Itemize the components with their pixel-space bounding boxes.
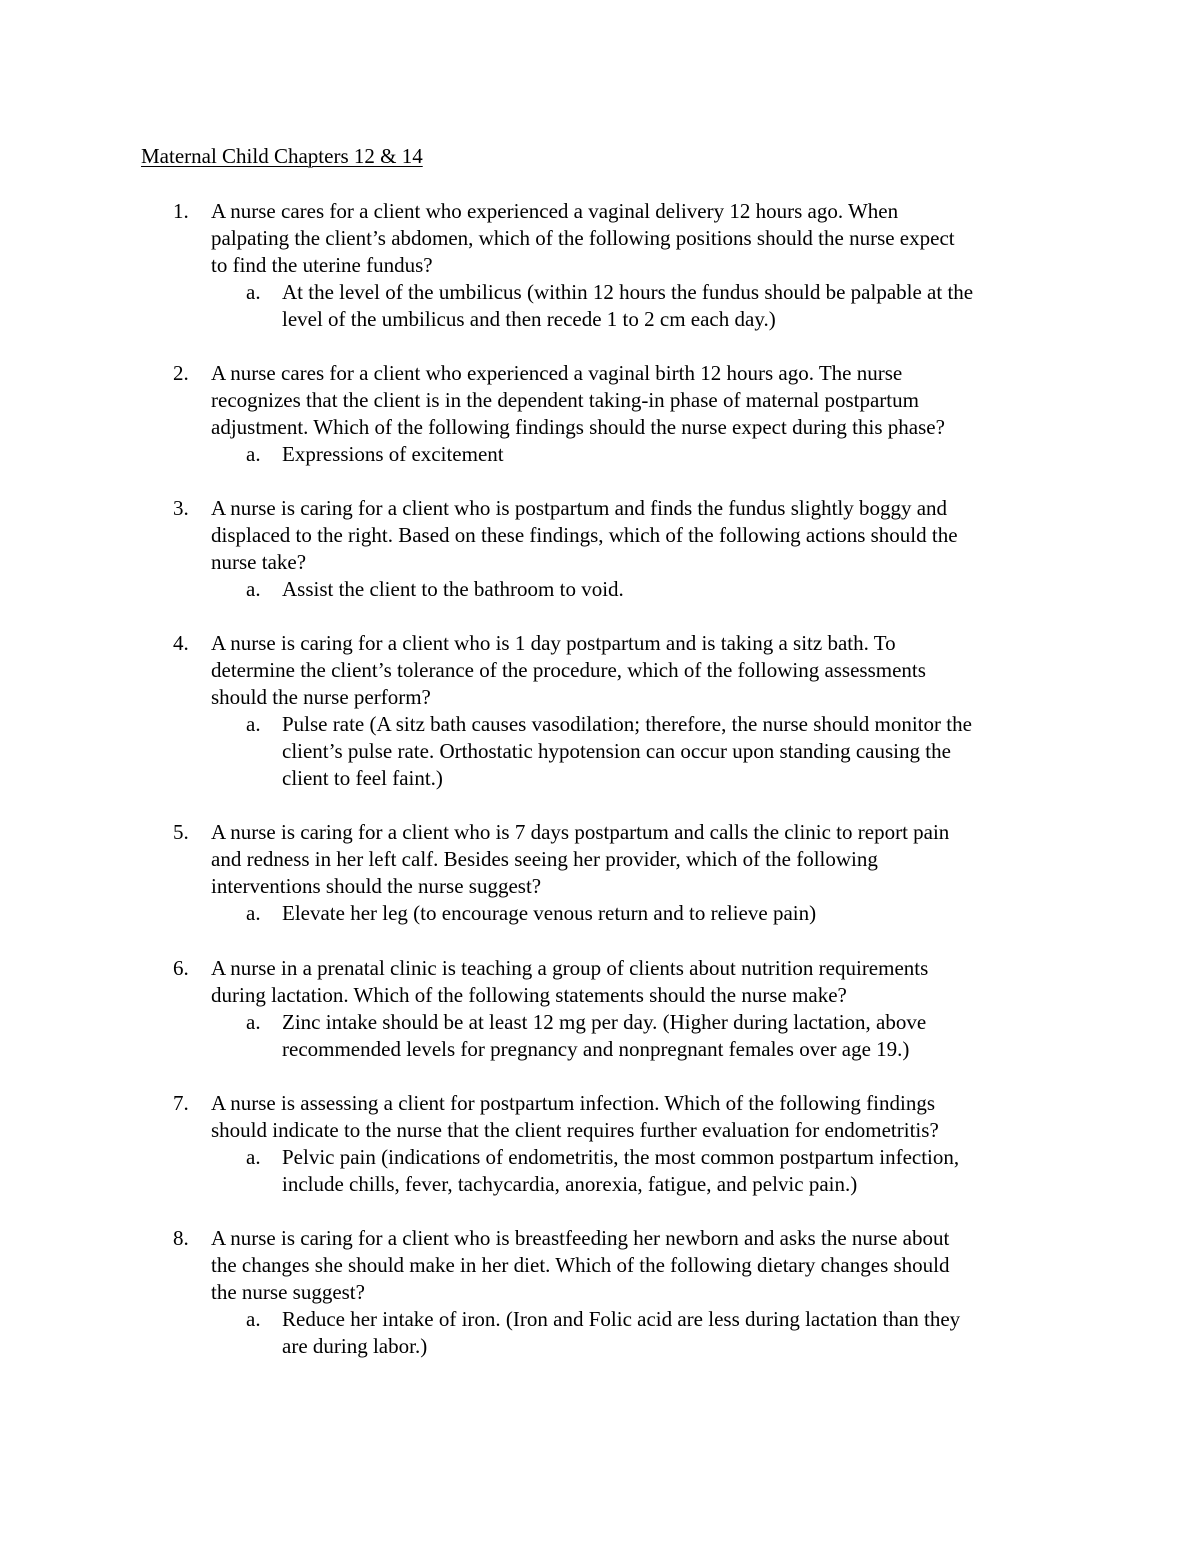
answer-letter: a. bbox=[246, 577, 261, 601]
question-line: A nurse is assessing a client for postpartum infection. Which of the following findings bbox=[211, 1091, 935, 1115]
answer-line: Pelvic pain (indications of endometritis, the most common postpartum infection, bbox=[282, 1145, 960, 1169]
answer-text bbox=[282, 279, 1072, 333]
answer-line: Assist the client to the bathroom to void. bbox=[282, 577, 624, 601]
answer-line: Zinc intake should be at least 12 mg per day. (Higher during lactation, above bbox=[282, 1010, 927, 1034]
question-line: during lactation. Which of the following statements should the nurse make? bbox=[211, 983, 847, 1007]
question-number: 1. bbox=[173, 199, 189, 223]
question-line: displaced to the right. Based on these findings, which of the following actions should the bbox=[211, 523, 958, 547]
question-text bbox=[211, 360, 1061, 441]
answer-text bbox=[282, 1306, 1072, 1360]
question-line: A nurse in a prenatal clinic is teaching a group of clients about nutrition requirements bbox=[211, 956, 929, 980]
answer-text bbox=[282, 1009, 1072, 1063]
question-text bbox=[211, 495, 1061, 576]
answer-line: Elevate her leg (to encourage venous return and to relieve pain) bbox=[282, 901, 817, 925]
answer-letter: a. bbox=[246, 442, 261, 466]
answer-text bbox=[282, 1144, 1072, 1198]
question-line: A nurse is caring for a client who is 7 days postpartum and calls the clinic to report pain bbox=[211, 820, 950, 844]
question-line: A nurse is caring for a client who is 1 day postpartum and is taking a sitz bath. To bbox=[211, 631, 896, 655]
question-line: the nurse suggest? bbox=[211, 1280, 365, 1304]
question-number: 4. bbox=[173, 631, 189, 655]
answer-letter: a. bbox=[246, 1145, 261, 1169]
answer-letter: a. bbox=[246, 1307, 261, 1331]
question-line: A nurse cares for a client who experienced a vaginal delivery 12 hours ago. When bbox=[211, 199, 899, 223]
question-line: adjustment. Which of the following findings should the nurse expect during this phase? bbox=[211, 415, 945, 439]
question-line: the changes she should make in her diet. Which of the following dietary changes should bbox=[211, 1253, 950, 1277]
answer-text bbox=[282, 576, 1072, 603]
question-line: recognizes that the client is in the dependent taking-in phase of maternal postpartum bbox=[211, 388, 919, 412]
question-text bbox=[211, 955, 1061, 1009]
question-line: A nurse cares for a client who experienced a vaginal birth 12 hours ago. The nurse bbox=[211, 361, 903, 385]
answer-text bbox=[282, 711, 1072, 792]
question-number: 7. bbox=[173, 1091, 189, 1115]
answer-letter: a. bbox=[246, 1010, 261, 1034]
answer-line: client to feel faint.) bbox=[282, 766, 443, 790]
answer-text bbox=[282, 441, 1072, 468]
question-text bbox=[211, 1225, 1061, 1306]
question-line: A nurse is caring for a client who is breastfeeding her newborn and asks the nurse about bbox=[211, 1226, 950, 1250]
question-line: should the nurse perform? bbox=[211, 685, 431, 709]
question-number: 3. bbox=[173, 496, 189, 520]
question-line: and redness in her left calf. Besides seeing her provider, which of the following bbox=[211, 847, 878, 871]
answer-line: Pulse rate (A sitz bath causes vasodilation; therefore, the nurse should monitor the bbox=[282, 712, 972, 736]
question-line: to find the uterine fundus? bbox=[211, 253, 433, 277]
answer-line: are during labor.) bbox=[282, 1334, 428, 1358]
question-text bbox=[211, 1090, 1061, 1144]
answer-letter: a. bbox=[246, 712, 261, 736]
question-number: 6. bbox=[173, 956, 189, 980]
answer-line: Reduce her intake of iron. (Iron and Folic acid are less during lactation than they bbox=[282, 1307, 961, 1331]
answer-line: recommended levels for pregnancy and nonpregnant females over age 19.) bbox=[282, 1037, 910, 1061]
question-line: palpating the client’s abdomen, which of the following positions should the nurse expect bbox=[211, 226, 955, 250]
question-line: should indicate to the nurse that the client requires further evaluation for endometritis? bbox=[211, 1118, 939, 1142]
question-text bbox=[211, 630, 1061, 711]
question-number: 2. bbox=[173, 361, 189, 385]
question-line: nurse take? bbox=[211, 550, 307, 574]
answer-line: client’s pulse rate. Orthostatic hypotension can occur upon standing causing the bbox=[282, 739, 951, 763]
question-line: determine the client’s tolerance of the procedure, which of the following assessments bbox=[211, 658, 926, 682]
answer-line: Expressions of excitement bbox=[282, 442, 504, 466]
answer-line: include chills, fever, tachycardia, anorexia, fatigue, and pelvic pain.) bbox=[282, 1172, 858, 1196]
question-line: interventions should the nurse suggest? bbox=[211, 874, 542, 898]
question-text bbox=[211, 198, 1061, 279]
question-number: 5. bbox=[173, 820, 189, 844]
question-number: 8. bbox=[173, 1226, 189, 1250]
question-line: A nurse is caring for a client who is postpartum and finds the fundus slightly boggy and bbox=[211, 496, 948, 520]
answer-text bbox=[282, 900, 1072, 927]
answer-letter: a. bbox=[246, 280, 261, 304]
answer-letter: a. bbox=[246, 901, 261, 925]
question-text bbox=[211, 819, 1061, 900]
answer-line: level of the umbilicus and then recede 1 to 2 cm each day.) bbox=[282, 307, 776, 331]
answer-line: At the level of the umbilicus (within 12 hours the fundus should be palpable at the bbox=[282, 280, 974, 304]
document-title: Maternal Child Chapters 12 & 14 bbox=[141, 144, 423, 168]
